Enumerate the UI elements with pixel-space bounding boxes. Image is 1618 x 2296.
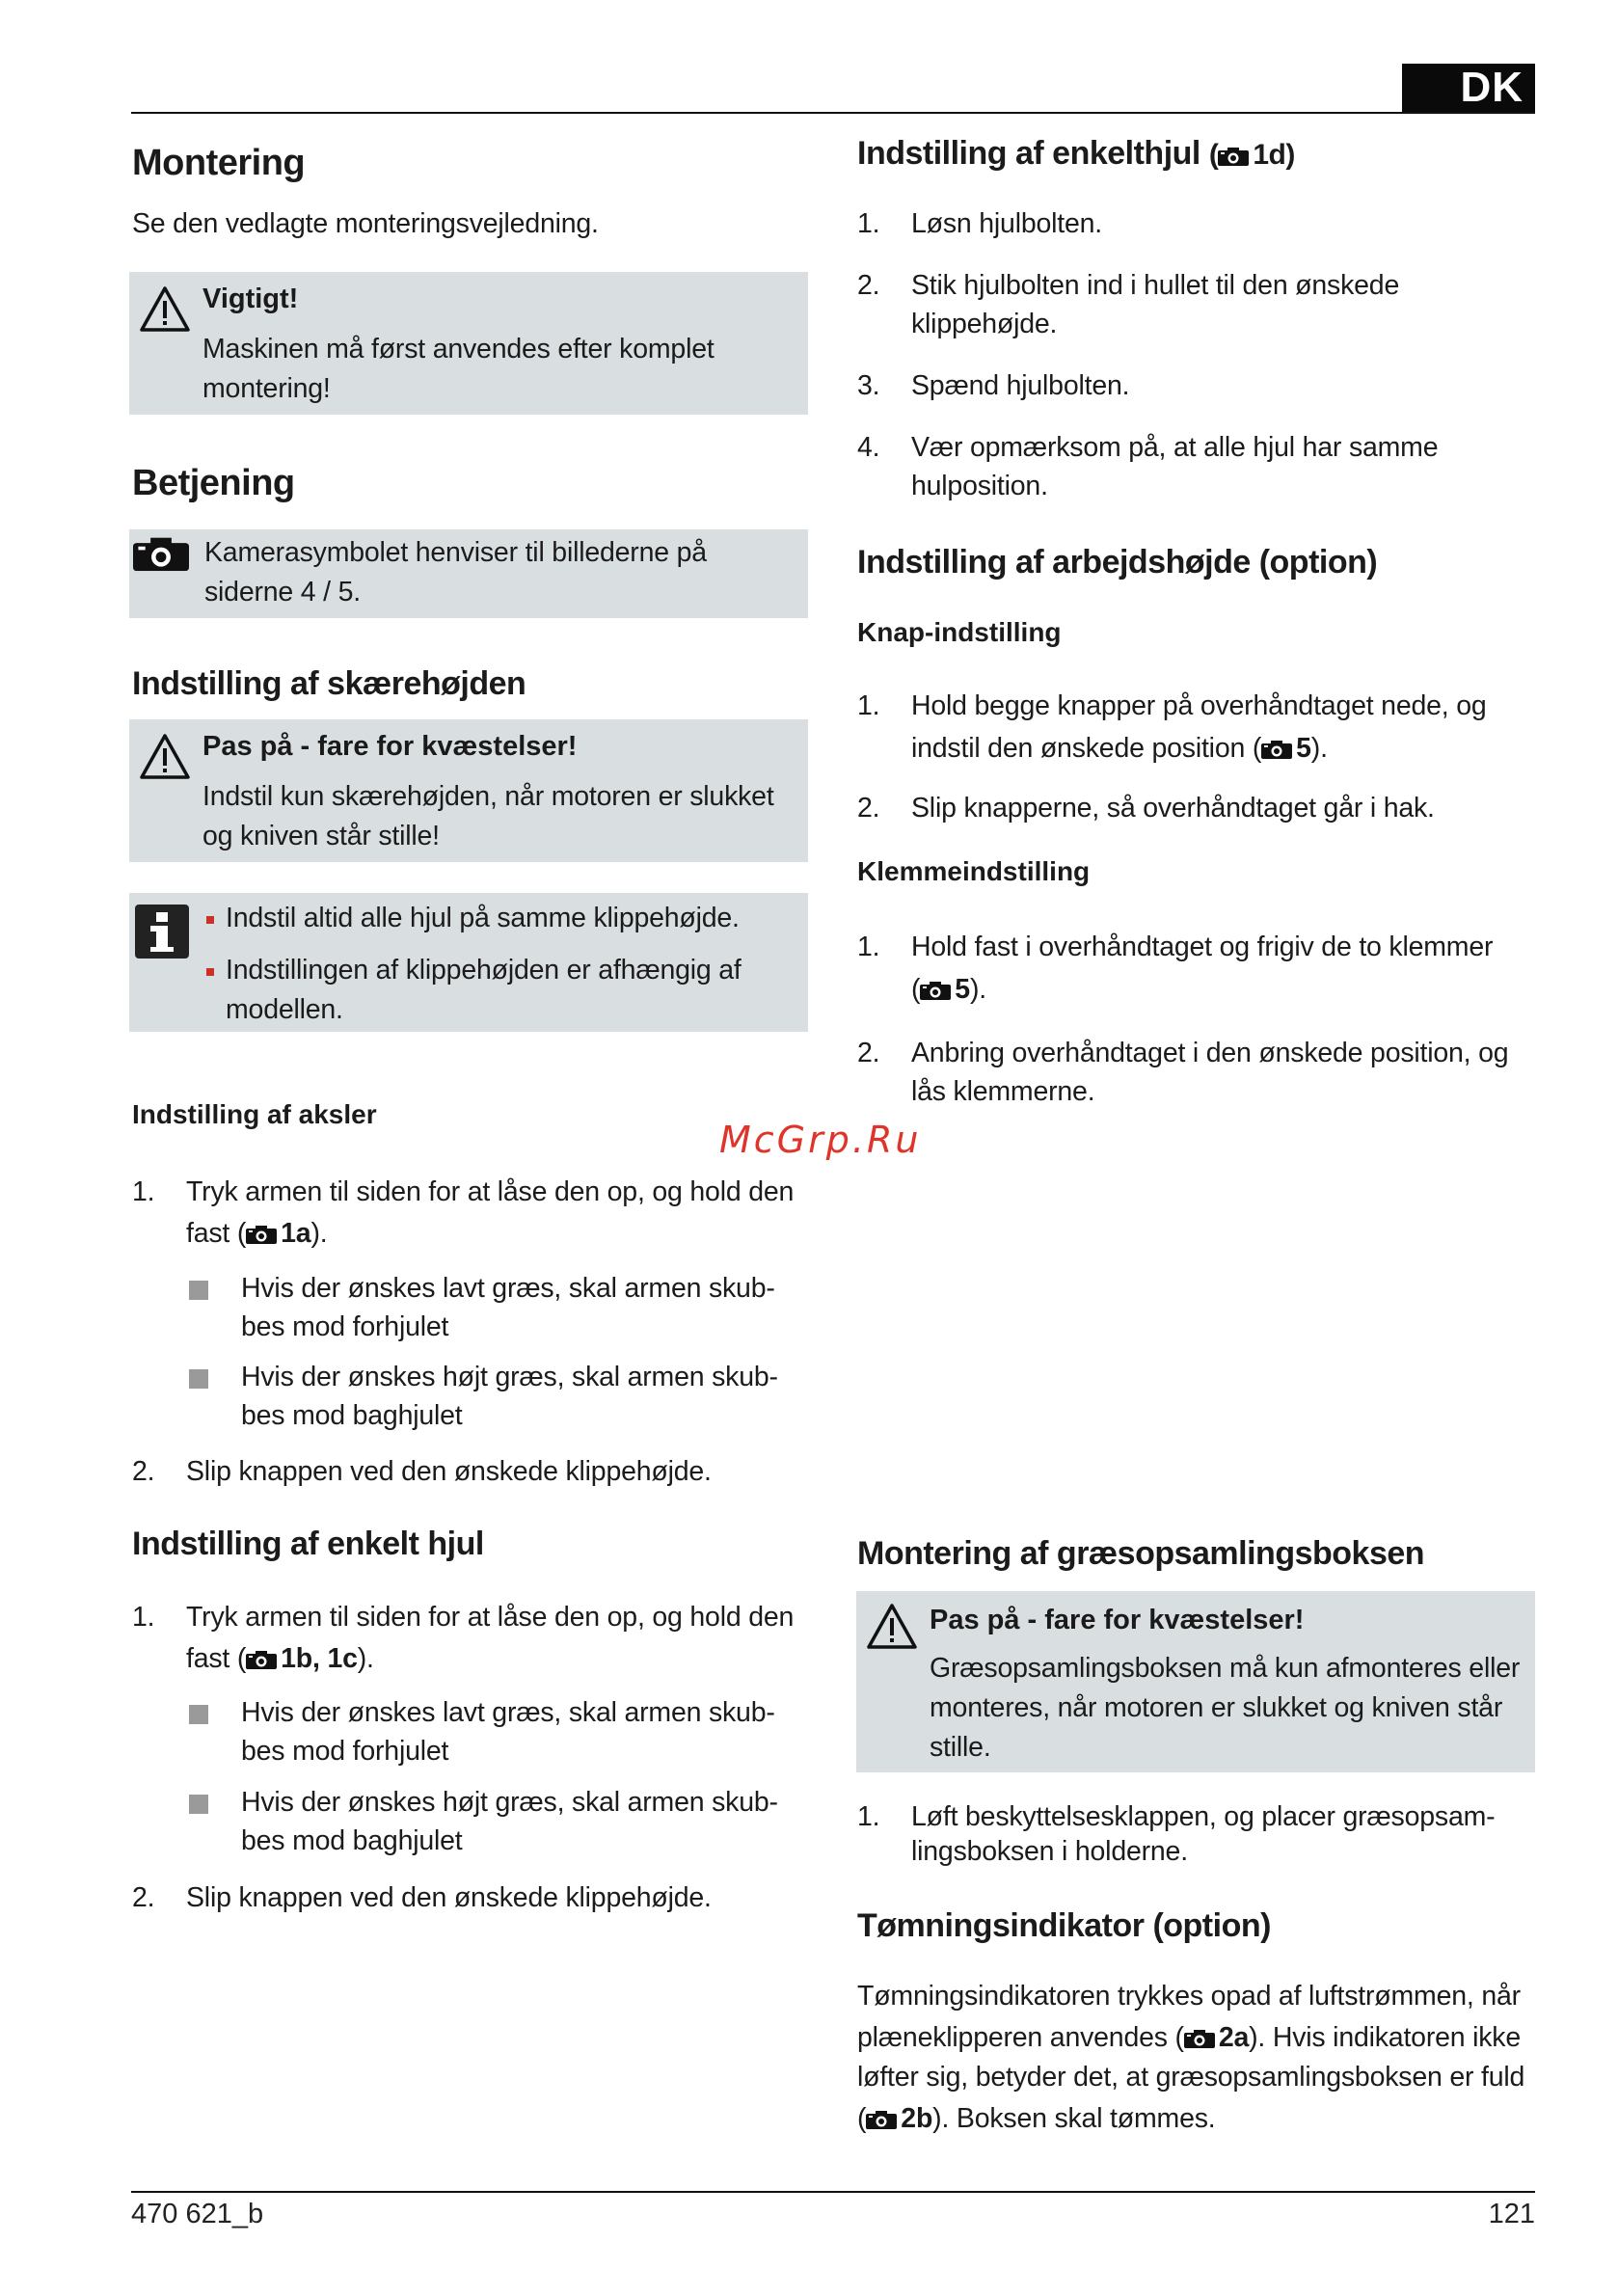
footer-rule	[131, 2191, 1535, 2193]
list-item	[132, 1598, 807, 1685]
warning-box-skaerehojden	[129, 719, 808, 862]
list-item	[857, 428, 1532, 509]
camera-icon	[920, 981, 951, 1000]
warning-icon	[139, 285, 191, 334]
list-text: klippehøjde.	[911, 309, 1058, 339]
list-item	[132, 1173, 807, 1259]
camera-note-line: siderne 4 / 5.	[204, 577, 361, 608]
info-text-line: Indstil altid alle hjul på samme klippehøjde.	[226, 903, 740, 933]
montering-text: Se den vedlagte monteringsvejledning.	[132, 208, 599, 239]
sub-list-text: Hvis der ønskes lavt græs, skal armen skub-	[241, 1697, 775, 1728]
list-number: 2.	[857, 270, 880, 301]
sub-list-text: bes mod forhjulet	[241, 1736, 449, 1767]
list-item	[857, 687, 1532, 771]
page-number: 121	[1488, 2199, 1535, 2229]
bullet-square	[189, 1705, 208, 1724]
list-text: hulposition.	[911, 471, 1048, 501]
paragraph-line: ( 2b). Boksen skal tømmes.	[857, 2103, 1216, 2134]
camera-icon	[133, 535, 189, 572]
list-text: indstil den ønskede position ( 5).	[911, 733, 1328, 764]
figure-ref: 2b	[901, 2103, 933, 2134]
warning-box-boks	[856, 1591, 1535, 1772]
list-number: 1.	[132, 1602, 155, 1633]
warning-text-line: og kniven står stille!	[202, 821, 440, 851]
camera-icon	[866, 2110, 897, 2129]
info-text-line: modellen.	[226, 994, 343, 1025]
list-text: lås klemmerne.	[911, 1076, 1095, 1107]
bullet-square	[189, 1795, 208, 1814]
list-item	[857, 266, 1532, 347]
figure-ref: 5	[955, 974, 970, 1005]
camera-icon	[1184, 2029, 1215, 2048]
list-text: Løsn hjulbolten.	[911, 208, 1103, 239]
warning-title: Pas på - fare for kvæstelser!	[930, 1605, 1305, 1635]
list-number: 2.	[857, 1038, 880, 1068]
list-item	[857, 204, 1532, 245]
warning-title: Vigtigt!	[202, 284, 299, 314]
watermark: McGrp.Ru	[719, 1119, 922, 1161]
camera-icon	[246, 1650, 277, 1669]
info-text-line: Indstillingen af klippehøjden er afhængig af	[226, 955, 742, 986]
warning-box-montering	[129, 272, 808, 415]
list-number: 4.	[857, 432, 880, 463]
section-title-skaerehojden: Indstilling af skærehøjden	[132, 665, 526, 702]
figure-ref: 2a	[1218, 2022, 1250, 2053]
list-number: 1.	[132, 1176, 155, 1207]
figure-ref: 5	[1296, 733, 1311, 764]
figure-ref: 1a	[281, 1218, 311, 1249]
paragraph-line: plæneklipperen anvendes ( 2a). Hvis indikatoren ikke	[857, 2022, 1522, 2053]
list-text: Spænd hjulbolten.	[911, 370, 1130, 401]
warning-text-line: montering!	[202, 373, 331, 404]
warning-text-line: Maskinen må først anvendes efter komplet	[202, 334, 715, 365]
section-title-tomningsindikator: Tømningsindikator (option)	[857, 1907, 1271, 1944]
sub-list-text: bes mod baghjulet	[241, 1825, 463, 1856]
section-title-graesopsamlingsboks: Montering af græsopsamlingsboksen	[857, 1535, 1425, 1572]
sub-list-text: Hvis der ønskes højt græs, skal armen skub-	[241, 1787, 778, 1818]
camera-icon	[1218, 147, 1249, 166]
sub-list-text: Hvis der ønskes højt græs, skal armen skub-	[241, 1362, 778, 1392]
sub-list-text: bes mod forhjulet	[241, 1311, 449, 1342]
info-box	[129, 893, 808, 1032]
bullet-square	[189, 1281, 208, 1300]
list-text: Anbring overhåndtaget i den ønskede position, og	[911, 1038, 1509, 1068]
section-title-betjening: Betjening	[132, 463, 295, 503]
list-text: Slip knappen ved den ønskede klippehøjde.	[186, 1456, 712, 1487]
bullet-square	[206, 916, 214, 924]
warning-text-line: Græsopsamlingsboksen må kun afmonteres eller	[930, 1653, 1521, 1684]
document-id: 470 621_b	[131, 2199, 264, 2229]
list-text: Stik hjulbolten ind i hullet til den ønskede	[911, 270, 1400, 301]
camera-note-box	[129, 529, 808, 618]
warning-text-line: monteres, når motoren er slukket og kniven står	[930, 1692, 1503, 1723]
list-text: Løft beskyttelsesklappen, og placer græsopsam-	[911, 1801, 1496, 1832]
section-title-montering: Montering	[132, 143, 306, 183]
sub-list-text: bes mod baghjulet	[241, 1400, 463, 1431]
bullet-square	[206, 968, 214, 976]
subsection-title-klemme: Klemmeindstilling	[857, 856, 1091, 886]
list-number: 1.	[857, 1801, 880, 1832]
list-text: Hold begge knapper på overhåndtaget nede, og	[911, 690, 1487, 721]
subsection-title-aksler: Indstilling af aksler	[132, 1099, 377, 1129]
warning-icon	[866, 1603, 918, 1651]
warning-text-line: stille.	[930, 1732, 991, 1763]
warning-title: Pas på - fare for kvæstelser!	[202, 731, 578, 762]
list-text: fast ( 1a).	[186, 1218, 328, 1249]
language-badge: DK	[1402, 64, 1535, 112]
section-title-enkelthjul: Indstilling af enkelthjul ( 1d)	[857, 135, 1295, 172]
section-title-arbejdshojde: Indstilling af arbejdshøjde (option)	[857, 544, 1378, 581]
figure-ref: 1d	[1253, 139, 1286, 171]
list-text: Slip knappen ved den ønskede klippehøjde.	[186, 1882, 712, 1913]
list-text: ( 5).	[911, 974, 986, 1005]
paragraph-line: løfter sig, betyder det, at græsopsamlingsboksen er fuld	[857, 2062, 1525, 2093]
list-text: Tryk armen til siden for at låse den op, og hold den	[186, 1602, 795, 1633]
list-item	[857, 928, 1532, 1013]
sub-list-text: Hvis der ønskes lavt græs, skal armen skub-	[241, 1273, 775, 1304]
paragraph-line: Tømningsindikatoren trykkes opad af luftstrømmen, når	[857, 1981, 1521, 2012]
list-text: Slip knapperne, så overhåndtaget går i hak.	[911, 793, 1435, 824]
list-text: Tryk armen til siden for at låse den op, og hold den	[186, 1176, 795, 1207]
warning-text-line: Indstil kun skærehøjden, når motoren er slukket	[202, 781, 774, 812]
list-text: Hold fast i overhåndtaget og frigiv de to klemmer	[911, 932, 1494, 962]
list-number: 2.	[132, 1456, 155, 1487]
bullet-square	[189, 1369, 208, 1389]
list-item	[857, 366, 1532, 407]
subsection-title-knap: Knap-indstilling	[857, 617, 1062, 647]
list-text: lingsboksen i holderne.	[911, 1836, 1188, 1867]
header-rule	[131, 112, 1535, 114]
list-number: 2.	[857, 793, 880, 824]
list-text: Vær opmærksom på, at alle hjul har samme	[911, 432, 1439, 463]
section-title-enkelt-hjul: Indstilling af enkelt hjul	[132, 1526, 484, 1562]
list-item	[857, 789, 1532, 829]
list-item	[857, 1797, 1532, 1875]
list-number: 1.	[857, 932, 880, 962]
list-number: 1.	[857, 690, 880, 721]
camera-icon	[1261, 740, 1292, 759]
list-number: 2.	[132, 1882, 155, 1913]
figure-ref: 1b, 1c	[281, 1643, 358, 1674]
list-text: fast ( 1b, 1c).	[186, 1643, 374, 1674]
list-item	[857, 1034, 1532, 1115]
camera-icon	[246, 1225, 277, 1244]
list-number: 1.	[857, 208, 880, 239]
list-item	[132, 1878, 807, 1919]
list-number: 3.	[857, 370, 880, 401]
warning-icon	[139, 733, 191, 781]
camera-note-line: Kamerasymbolet henviser til billederne på	[204, 537, 707, 568]
info-icon	[135, 905, 189, 959]
list-item	[132, 1452, 807, 1493]
